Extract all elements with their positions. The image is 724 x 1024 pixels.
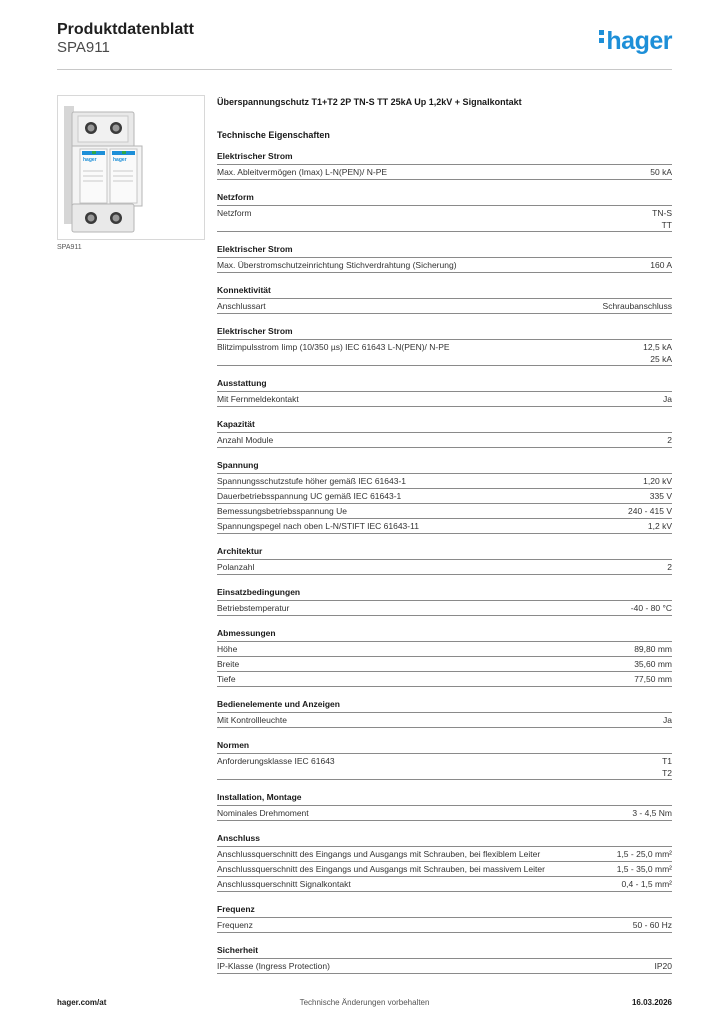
spec-row (217, 712, 672, 728)
spec-value: 335 V (649, 491, 672, 501)
spec-value: Schraubanschluss (602, 301, 672, 311)
spec-label: Bemessungsbetriebsspannung Ue (217, 506, 347, 516)
spec-group-title: Elektrischer Strom (217, 326, 293, 336)
spec-group (217, 587, 672, 616)
spec-group (217, 699, 672, 728)
spec-row (217, 641, 672, 656)
spec-value: 50 kA (650, 167, 672, 177)
spec-row (217, 164, 672, 180)
spec-label: Anzahl Module (217, 435, 274, 445)
spec-row (217, 671, 672, 687)
device-brand-right: hager (113, 157, 127, 163)
spec-row (217, 846, 672, 861)
spec-value: 77,50 mm (634, 674, 672, 684)
spec-group-title: Einsatzbedingungen (217, 587, 301, 597)
spec-value: Ja (663, 394, 672, 404)
document-title: Produktdatenblatt (57, 21, 194, 38)
spec-row (217, 917, 672, 933)
spec-value: -40 - 80 °C (630, 603, 672, 613)
spec-group-title: Spannung (217, 460, 259, 470)
spec-row (217, 339, 672, 366)
spec-label: Polanzahl (217, 562, 255, 572)
spec-group-title: Installation, Montage (217, 792, 302, 802)
spec-label: Spannungspegel nach oben L-N/STIFT IEC 61643-11 (217, 521, 419, 531)
spec-value: Ja (663, 715, 672, 725)
spec-group (217, 151, 672, 180)
spec-row (217, 503, 672, 518)
spec-label: Betriebstemperatur (217, 603, 290, 613)
spec-value: 0,4 - 1,5 mm² (621, 879, 672, 889)
spec-row (217, 488, 672, 503)
spec-value: 1,20 kV (643, 476, 672, 486)
footer-website-link[interactable]: hager.com/at (57, 998, 107, 1007)
spec-group (217, 285, 672, 314)
spec-value: 35,60 mm (634, 659, 672, 669)
spec-group (217, 244, 672, 273)
spec-value: 2 (667, 435, 672, 445)
spec-table (217, 151, 672, 986)
spec-group (217, 740, 672, 780)
spec-row (217, 656, 672, 671)
product-code: SPA911 (57, 39, 110, 56)
spec-row (217, 600, 672, 616)
spec-row (217, 518, 672, 534)
spec-label: Anschlussquerschnitt des Eingangs und Ausgangs mit Schrauben, bei massivem Leiter (217, 864, 545, 874)
spec-group-title: Elektrischer Strom (217, 244, 293, 254)
spec-label: Breite (217, 659, 240, 669)
spec-label: Anschlussquerschnitt des Eingangs und Ausgangs mit Schrauben, bei flexiblem Leiter (217, 849, 541, 859)
spec-value: 1,2 kV (647, 521, 672, 531)
product-image (57, 95, 205, 240)
spec-value: 160 A (650, 260, 672, 270)
spec-row (217, 559, 672, 575)
spec-label: Max. Überstromschutzeinrichtung Stichverdrahtung (Sicherung) (217, 260, 457, 270)
spec-value: IP20 (654, 961, 672, 971)
spec-row (217, 391, 672, 407)
spec-group (217, 378, 672, 407)
footer-date: 16.03.2026 (631, 998, 672, 1007)
spec-value: 50 - 60 Hz (632, 920, 672, 930)
spec-value: 1,5 - 25,0 mm² (616, 849, 672, 859)
spec-label: Anforderungsklasse IEC 61643 (217, 756, 335, 766)
spec-group-title: Anschluss (217, 833, 260, 843)
spec-group (217, 792, 672, 821)
spec-label: Netzform (217, 208, 252, 218)
spec-group-title: Konnektivität (217, 285, 271, 295)
device-brand-left: hager (83, 157, 97, 163)
product-description: Überspannungschutz T1+T2 2P TN-S TT 25kA Up 1,2kV + Signalkontakt (217, 97, 522, 107)
spec-group (217, 945, 672, 974)
spec-value: 3 - 4,5 Nm (632, 808, 672, 818)
spec-row (217, 861, 672, 876)
logo-text: hager (606, 27, 672, 55)
spec-group-title: Normen (217, 740, 250, 750)
spec-label: Anschlussquerschnitt Signalkontakt (217, 879, 351, 889)
spec-row (217, 753, 672, 780)
spec-label: Höhe (217, 644, 238, 654)
spec-row (217, 958, 672, 974)
spec-row (217, 473, 672, 488)
spec-label: Mit Kontrollleuchte (217, 715, 287, 725)
spec-group-title: Abmessungen (217, 628, 276, 638)
spec-group-title: Architektur (217, 546, 263, 556)
spec-group (217, 192, 672, 232)
spec-value: 89,80 mm (634, 644, 672, 654)
spec-label: Frequenz (217, 920, 253, 930)
spec-row (217, 432, 672, 448)
spec-row (217, 298, 672, 314)
spec-group (217, 628, 672, 687)
spec-group (217, 833, 672, 892)
spec-value: 2 (667, 562, 672, 572)
spec-label: Mit Fernmeldekontakt (217, 394, 299, 404)
spec-value: T1 T2 (662, 756, 672, 778)
image-caption: SPA911 (57, 244, 82, 251)
spec-group (217, 546, 672, 575)
spec-group (217, 419, 672, 448)
spec-row (217, 805, 672, 821)
spec-group (217, 904, 672, 933)
spec-row (217, 876, 672, 892)
spec-label: Spannungsschutzstufe höher gemäß IEC 61643-1 (217, 476, 407, 486)
spec-label: Max. Ableitvermögen (Imax) L-N(PEN)/ N-PE (217, 167, 388, 177)
spec-row (217, 205, 672, 232)
spec-value: TN-S TT (652, 208, 672, 230)
spec-label: Tiefe (217, 674, 236, 684)
page-header (57, 21, 672, 70)
spec-group-title: Ausstattung (217, 378, 267, 388)
spec-value: 12,5 kA 25 kA (643, 342, 672, 364)
spec-group-title: Netzform (217, 192, 254, 202)
spec-group (217, 326, 672, 366)
spec-group-title: Frequenz (217, 904, 255, 914)
section-heading: Technische Eigenschaften (217, 130, 330, 140)
spec-value: 240 - 415 V (628, 506, 672, 516)
spec-label: Blitzimpulsstrom Iimp (10/350 µs) IEC 61643 L-N(PEN)/ N-PE (217, 342, 450, 352)
spec-group-title: Bedienelemente und Anzeigen (217, 699, 340, 709)
spec-label: Nominales Drehmoment (217, 808, 309, 818)
hager-logo (599, 27, 672, 56)
spec-label: Dauerbetriebsspannung UC gemäß IEC 61643-1 (217, 491, 402, 501)
spec-group (217, 460, 672, 534)
spec-group-title: Elektrischer Strom (217, 151, 293, 161)
spec-label: Anschlussart (217, 301, 266, 311)
spec-label: IP-Klasse (Ingress Protection) (217, 961, 330, 971)
footer-disclaimer: Technische Änderungen vorbehalten (299, 998, 430, 1007)
spec-value: 1,5 - 35,0 mm² (616, 864, 672, 874)
spec-row (217, 257, 672, 273)
spec-group-title: Kapazität (217, 419, 255, 429)
logo-dots-icon (599, 30, 604, 46)
spec-group-title: Sicherheit (217, 945, 259, 955)
surge-protector-illustration (58, 96, 204, 239)
